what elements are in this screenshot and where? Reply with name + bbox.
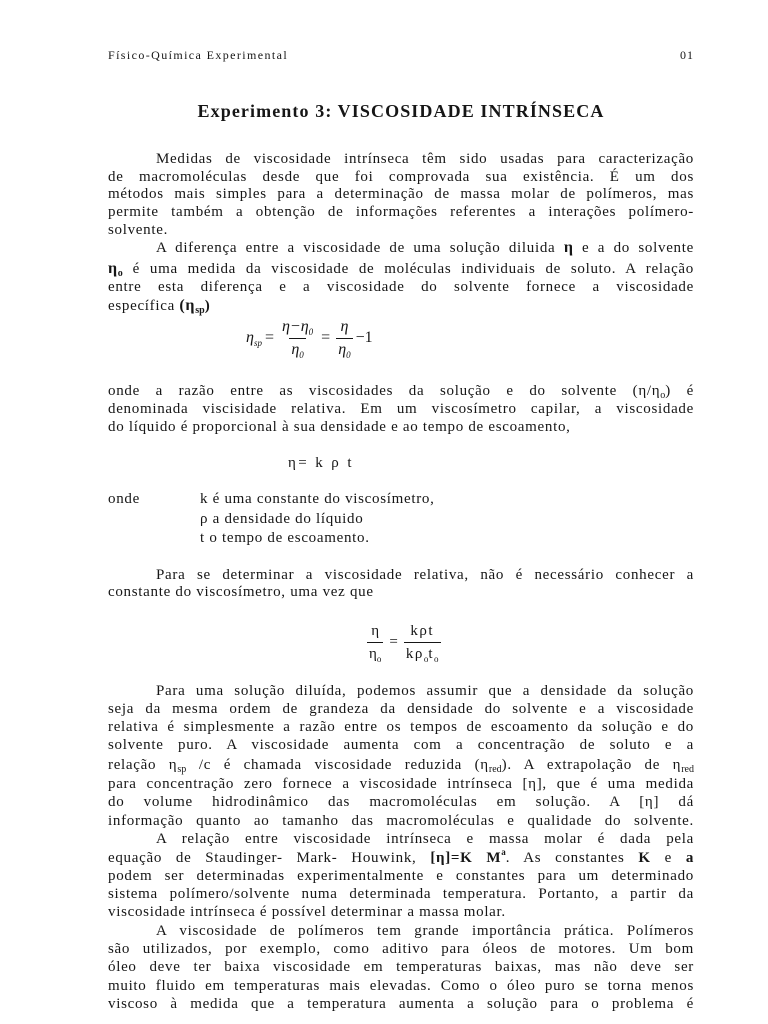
paragraph-5-line-3: relativa é simplesmente a razão entre os tempos de escoamento da solução e do: [108, 719, 694, 735]
denominator-text: kρ: [405, 645, 424, 662]
paragraph-7-line-1: A viscosidade de polímeros tem grande importância prática. Polímeros: [156, 923, 694, 939]
text-segment: A diferença entre a viscosidade de uma solução diluida: [156, 240, 564, 256]
eta-symbol: η: [108, 260, 118, 277]
paragraph-5-line-6: para concentração zero fornece a viscosidade intrínseca [η], que é uma medida: [108, 776, 694, 792]
text-segment: específica: [108, 298, 180, 314]
left-numerator: η: [371, 622, 380, 639]
right-denominator: [404, 642, 441, 664]
paragraph-3-line-1: [108, 382, 694, 400]
subscript: sp: [177, 764, 187, 775]
paragraph-7-line-3: óleo deve ter baixa viscosidade em temperaturas baixas, mas não deve ser: [108, 959, 694, 975]
denominator-text: η: [338, 340, 347, 358]
paragraph-7-line-4: muito fluido em temperaturas mais elevadas. Como o óleo puro se torna menos: [108, 978, 694, 994]
text-segment: . As constantes: [505, 850, 639, 866]
equals-sign: =: [321, 329, 331, 346]
paragraph-6-line-4: sistema polímero/solvente numa determinada temperatura. Portanto, a partir da: [108, 886, 694, 902]
paragraph-2-line-2: [108, 260, 694, 278]
eta-symbol: η: [246, 329, 254, 346]
paragraph-5-line-1: Para uma solução diluída, podemos assumir que a densidade da solução: [156, 683, 694, 699]
subscript: red: [488, 764, 502, 775]
paragraph-3-line-2: denominada viscisidade relativa. Em um viscosímetro capilar, a viscosidade: [108, 401, 694, 417]
text-segment: e a do solvente: [573, 240, 694, 256]
paragraph-1-line-5: solvente.: [108, 222, 169, 238]
superscript: a: [501, 847, 506, 857]
paragraph-5-line-8: informação quanto ao tamanho das macromoléculas e qualidade do solvente.: [108, 813, 694, 829]
paragraph-5-line-4: solvente puro. A viscosidade aumenta com a concentração de soluto e a: [108, 737, 694, 753]
viscosity-equation: η= k ρ t: [288, 455, 354, 471]
paragraph-6-line-2: [108, 849, 694, 867]
right-fraction: [404, 621, 441, 664]
paragraph-1-line-2: de macromoléculas desde que foi comprovada sua existência. É um dos: [108, 169, 694, 185]
denominator-text: t: [428, 645, 434, 662]
subscript: o: [117, 268, 123, 279]
paragraph-2-line-3: entre esta diferença e a viscosidade do solvente fornece a viscosidade: [108, 279, 694, 295]
text-segment: ). A extrapolação de η: [501, 757, 682, 773]
paragraph-1-line-4: permite também a obtenção de informações referentes a interações polímero-: [108, 204, 694, 220]
text-segment: onde a razão entre as viscosidades da solução e do solvente (η/η: [108, 383, 661, 399]
fraction-2-denominator: [336, 338, 352, 360]
formula-lhs: [246, 329, 262, 347]
text-segment: ): [204, 298, 211, 314]
text-segment: /c é chamada viscosidade reduzida (η: [186, 757, 489, 773]
text-segment: e: [650, 850, 686, 866]
definition-k: k é uma constante do viscosímetro,: [200, 491, 435, 507]
subscript: sp: [195, 305, 205, 316]
subscript: o: [434, 653, 439, 664]
left-denominator: [367, 642, 383, 664]
paragraph-4-line-1: Para se determinar a viscosidade relativa, não é necessário conhecer a: [156, 567, 694, 583]
paragraph-2-line-4: [108, 297, 694, 315]
paragraph-2-line-1: [156, 239, 694, 257]
fraction-1: [280, 317, 315, 360]
paragraph-7-line-5: viscoso à medida que a temperatura aumenta a solução para o problema é: [108, 996, 694, 1012]
subscript: o: [423, 653, 429, 664]
text-segment: ) é: [665, 383, 694, 399]
eta-symbol: (η: [179, 297, 196, 314]
paragraph-5-line-2: seja da mesma ordem de grandeza da densidade do solvente e a viscosidade: [108, 701, 694, 717]
subscript: 0: [299, 349, 304, 360]
text-segment: relação η: [108, 757, 178, 773]
text-segment: é uma medida da viscosidade de moléculas individuais de soluto. A relação: [122, 261, 694, 277]
subscript: o: [660, 390, 666, 401]
fraction-1-denominator: [289, 338, 305, 360]
definition-rho: ρ a densidade do líquido: [200, 511, 364, 527]
subscript: o: [376, 653, 382, 664]
paragraph-5-line-5: [108, 756, 694, 774]
subscript: 0: [308, 326, 314, 337]
denominator-text: η: [291, 340, 300, 358]
page-number: 01: [680, 48, 694, 62]
fraction-2: [336, 317, 352, 360]
definitions-label: onde: [108, 491, 140, 507]
mark-houwink-equation: [η]=K M: [430, 850, 502, 866]
minus-one: −1: [355, 329, 373, 346]
text-segment: equação de Staudinger- Mark- Houwink,: [108, 850, 431, 866]
constant-k: K: [638, 850, 651, 866]
definition-t: t o tempo de escoamento.: [200, 530, 370, 546]
specific-viscosity-formula: [246, 316, 373, 360]
left-fraction: [367, 621, 383, 664]
paragraph-3-line-3: do líquido é proporcional à sua densidade e ao tempo de escoamento,: [108, 419, 571, 435]
equals-sign: =: [389, 633, 398, 650]
paragraph-6-line-3: podem ser determinadas experimentalmente e constantes para um determinado: [108, 868, 694, 884]
numerator-text: η−η: [281, 317, 309, 335]
subscript: red: [681, 764, 694, 775]
paragraph-1-line-3: métodos mais simples para a determinação de massa molar de polímeros, mas: [108, 186, 694, 202]
equals-sign: =: [264, 329, 274, 346]
running-header-course-title: Físico-Química Experimental: [108, 48, 289, 62]
paragraph-4-line-2: constante do viscosímetro, uma vez que: [108, 584, 374, 600]
fraction-2-numerator: η: [340, 317, 349, 335]
paragraph-6-line-5: viscosidade intrínseca é possível determinar a massa molar.: [108, 904, 506, 920]
eta-symbol: η: [563, 239, 574, 256]
paragraph-1-line-1: Medidas de viscosidade intrínseca têm sido usadas para caracterização: [156, 151, 694, 167]
fraction-1-numerator: [280, 317, 315, 338]
document-title: Experimento 3: VISCOSIDADE INTRÍNSECA: [197, 101, 605, 121]
denominator-text: η: [369, 645, 377, 662]
relative-viscosity-formula: [364, 620, 444, 664]
paragraph-7-line-2: são utilizados, por exemplo, como aditivo para óleos de motores. Um bom: [108, 941, 694, 957]
paragraph-5-line-7: do volume hidrodinâmico das macromoléculas em solução. A [η] dá: [108, 794, 694, 810]
constant-a: a: [685, 850, 695, 866]
subscript: 0: [346, 349, 351, 360]
subscript: sp: [253, 338, 262, 348]
right-numerator: kρt: [410, 622, 434, 639]
paragraph-6-line-1: A relação entre viscosidade intrínseca e massa molar é dada pela: [156, 831, 694, 847]
